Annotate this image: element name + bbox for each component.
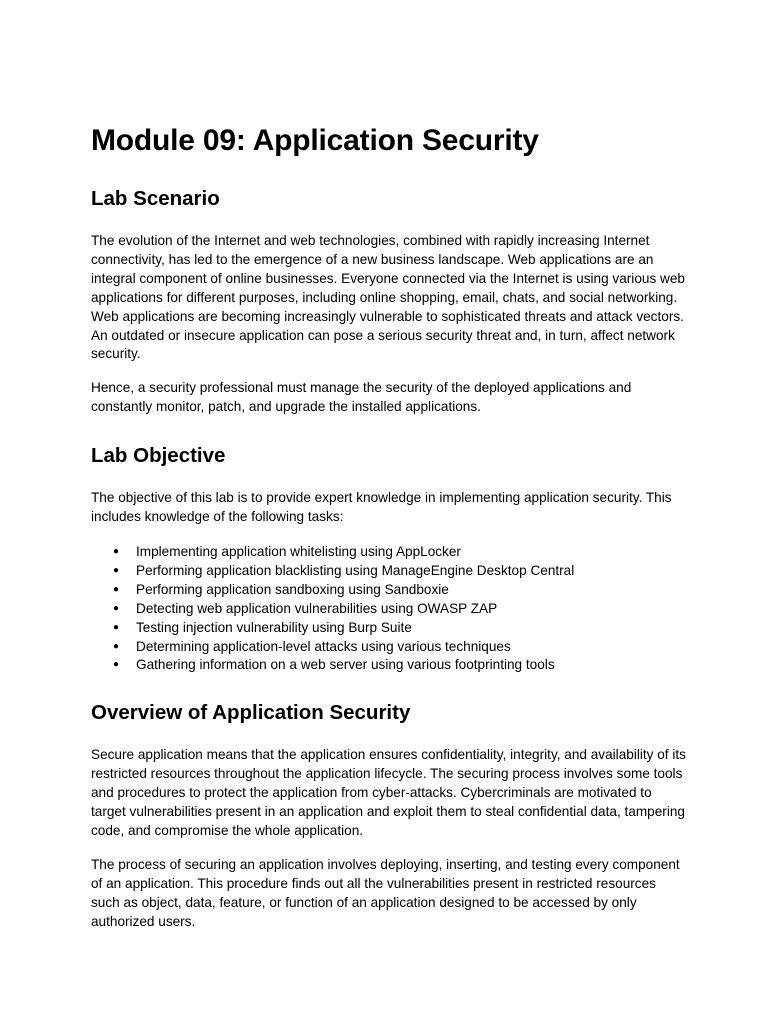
lab-scenario-paragraph-2: Hence, a security professional must manage the security of the deployed applications and constantly monitor, patch, and upgrade the installed applications.	[91, 380, 632, 415]
overview-paragraph-1: Secure application means that the application ensures confidentiality, integrity, and availability of its restricted resources throughout the application lifecycle. The securing process involves some tools and procedures to protect the application from cyber-attacks. Cybercriminals are motivated to target vulnerabilities present in an application and exploit them to steal confidential data, tampering code, and compromise the whole application.	[91, 747, 686, 838]
task-text: Performing application blacklisting using ManageEngine Desktop Central	[136, 562, 575, 578]
list-item	[91, 656, 686, 675]
task-text: Gathering information on a web server using various footprinting tools	[136, 657, 555, 673]
list-item	[91, 581, 686, 600]
task-text: Detecting web application vulnerabilities using OWASP ZAP	[136, 600, 498, 616]
overview-heading: Overview of Application Security	[91, 701, 411, 725]
list-item	[91, 638, 686, 657]
page-title: Module 09: Application Security	[91, 124, 539, 157]
list-item	[91, 619, 686, 638]
bullet-icon: ●	[113, 659, 120, 671]
bullet-icon: ●	[113, 564, 120, 576]
task-list	[91, 543, 686, 675]
list-item	[91, 600, 686, 619]
lab-scenario-heading: Lab Scenario	[91, 187, 220, 210]
bullet-icon: ●	[113, 621, 120, 633]
bullet-icon: ●	[113, 640, 120, 652]
task-text: Testing injection vulnerability using Burp Suite	[136, 619, 412, 635]
bullet-icon: ●	[113, 583, 120, 595]
lab-scenario-paragraph-1: The evolution of the Internet and web technologies, combined with rapidly increasing Internet connectivity, has led to the emergence of a new business landscape. Web applications are an integral component of online businesses. Everyone connected via the Internet is using various web applications for different purposes, including online shopping, email, chats, and social networking. Web applications are becoming increasingly vulnerable to sophisticated threats and attack vectors. An outdated or insecure application can pose a serious security threat and, in turn, affect network security.	[91, 233, 685, 362]
task-text: Implementing application whitelisting using AppLocker	[136, 543, 461, 559]
bullet-icon: ●	[113, 602, 120, 614]
bullet-icon: ●	[113, 545, 120, 557]
overview-paragraph-2: The process of securing an application involves deploying, inserting, and testing every component of an application. This procedure finds out all the vulnerabilities present in restricted resources such as object, data, feature, or function of an application designed to be accessed by only authorized users.	[91, 856, 680, 929]
lab-objective-intro: The objective of this lab is to provide expert knowledge in implementing application security. This includes knowledge of the following tasks:	[91, 490, 672, 525]
task-text: Determining application-level attacks using various techniques	[136, 638, 511, 654]
lab-objective-heading: Lab Objective	[91, 444, 226, 468]
list-item	[91, 543, 686, 562]
task-text: Performing application sandboxing using Sandboxie	[136, 581, 449, 597]
list-item	[91, 562, 686, 581]
document-page	[91, 122, 686, 931]
